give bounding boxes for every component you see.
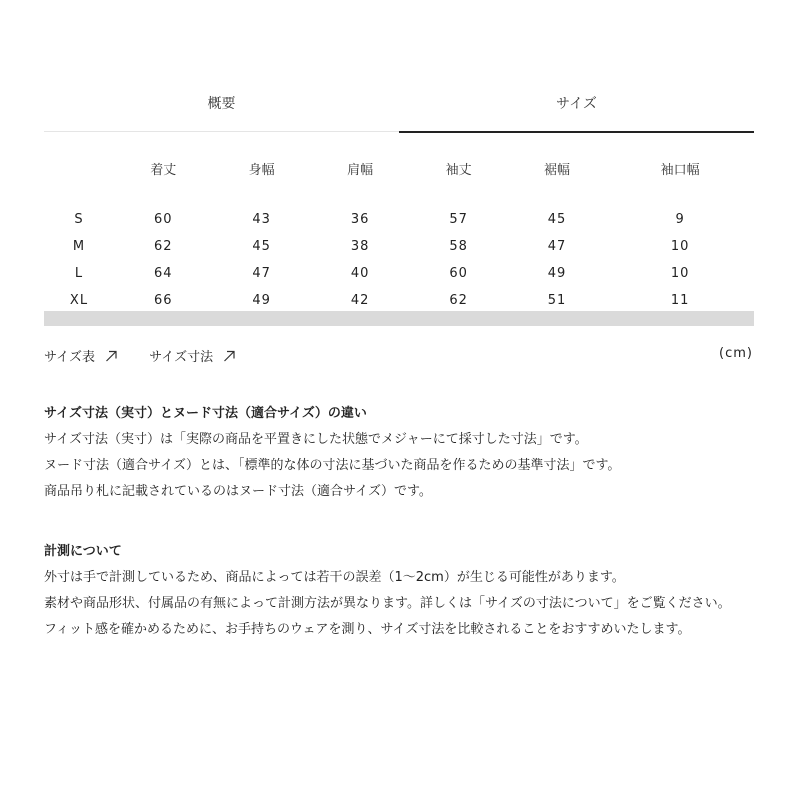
section-text: フィット感を確かめるために、お手持ちのウェアを測り、サイズ寸法を比較されることをおすすめいたします。 <box>44 622 691 637</box>
table-cell: 49 <box>252 293 271 308</box>
table-cell: 36 <box>350 212 370 227</box>
unit-label: (cm) <box>719 346 753 361</box>
table-cell: 62 <box>153 239 173 254</box>
table-cell: 60 <box>153 212 173 227</box>
size-label: M <box>72 239 86 254</box>
section-title: サイズ寸法（実寸）とヌード寸法（適合サイズ）の違い <box>44 406 367 421</box>
table-header-cell: 身幅 <box>248 162 275 178</box>
table-header-cell <box>44 150 114 186</box>
table-cell: 64 <box>153 266 173 281</box>
table-header-cell: 袖口幅 <box>660 162 700 178</box>
measurement-section <box>44 539 759 643</box>
table-cell: 38 <box>350 239 370 254</box>
arrow-up-right-icon <box>105 350 117 362</box>
section-text: ヌード寸法（適合サイズ）とは、「標準的な体の寸法に基づいた商品を作るための基準寸法」です。 <box>44 458 621 473</box>
table-cell: 40 <box>350 266 370 281</box>
tab-size[interactable]: サイズ <box>556 96 597 112</box>
table-cell: 47 <box>252 266 271 281</box>
section-text: サイズ寸法（実寸）は「実際の商品を平置きにした状態でメジャーにて採寸した寸法」です。 <box>44 432 588 447</box>
tab-bar <box>44 84 754 132</box>
section-title: 計測について <box>44 544 122 559</box>
table-header-cell: 肩幅 <box>347 162 374 178</box>
size-difference-section <box>44 401 759 505</box>
table-row <box>44 233 754 260</box>
table-cell: 60 <box>449 266 468 281</box>
size-measure-link-label: サイズ寸法 <box>149 350 214 365</box>
table-header-cell: 着丈 <box>150 162 177 178</box>
section-text: 商品吊り札に記載されているのはヌード寸法（適合サイズ）です。 <box>44 484 432 499</box>
table-cell: 49 <box>547 266 567 281</box>
size-label: L <box>74 266 84 281</box>
table-cell: 43 <box>252 212 271 227</box>
size-measure-link[interactable] <box>149 346 235 365</box>
table-row <box>44 287 754 314</box>
table-row <box>44 206 754 233</box>
size-table <box>44 150 754 314</box>
table-cell: 10 <box>670 239 690 254</box>
table-spacer <box>44 186 754 206</box>
table-cell: 57 <box>449 212 468 227</box>
size-label: XL <box>69 293 89 308</box>
table-cell: 11 <box>670 293 690 308</box>
table-cell: 42 <box>350 293 370 308</box>
table-row <box>44 260 754 287</box>
table-cell: 45 <box>252 239 271 254</box>
table-cell: 9 <box>675 212 685 227</box>
table-cell: 47 <box>547 239 567 254</box>
table-header-cell: 袖丈 <box>445 162 472 178</box>
size-chart-link[interactable] <box>44 346 117 365</box>
section-text: 素材や商品形状、付属品の有無によって計測方法が異なります。詳しくは「サイズの寸法について」をご覧ください。 <box>44 596 731 611</box>
table-cell: 10 <box>670 266 690 281</box>
table-header-cell: 裾幅 <box>544 162 571 178</box>
tab-overview[interactable]: 概要 <box>207 96 236 112</box>
table-cell: 62 <box>449 293 468 308</box>
size-chart-link-label: サイズ表 <box>44 350 95 365</box>
table-cell: 66 <box>153 293 173 308</box>
size-label: S <box>74 212 84 227</box>
table-cell: 45 <box>547 212 567 227</box>
arrow-up-right-icon <box>223 350 235 362</box>
horizontal-scrollbar[interactable] <box>44 311 754 326</box>
tab-active-indicator <box>399 131 754 133</box>
section-text: 外寸は手で計測しているため、商品によっては若干の誤差（1〜2cm）が生じる可能性があります。 <box>44 570 625 585</box>
table-cell: 58 <box>449 239 468 254</box>
table-cell: 51 <box>547 293 567 308</box>
size-links <box>44 346 263 365</box>
table-header-row <box>44 150 754 186</box>
